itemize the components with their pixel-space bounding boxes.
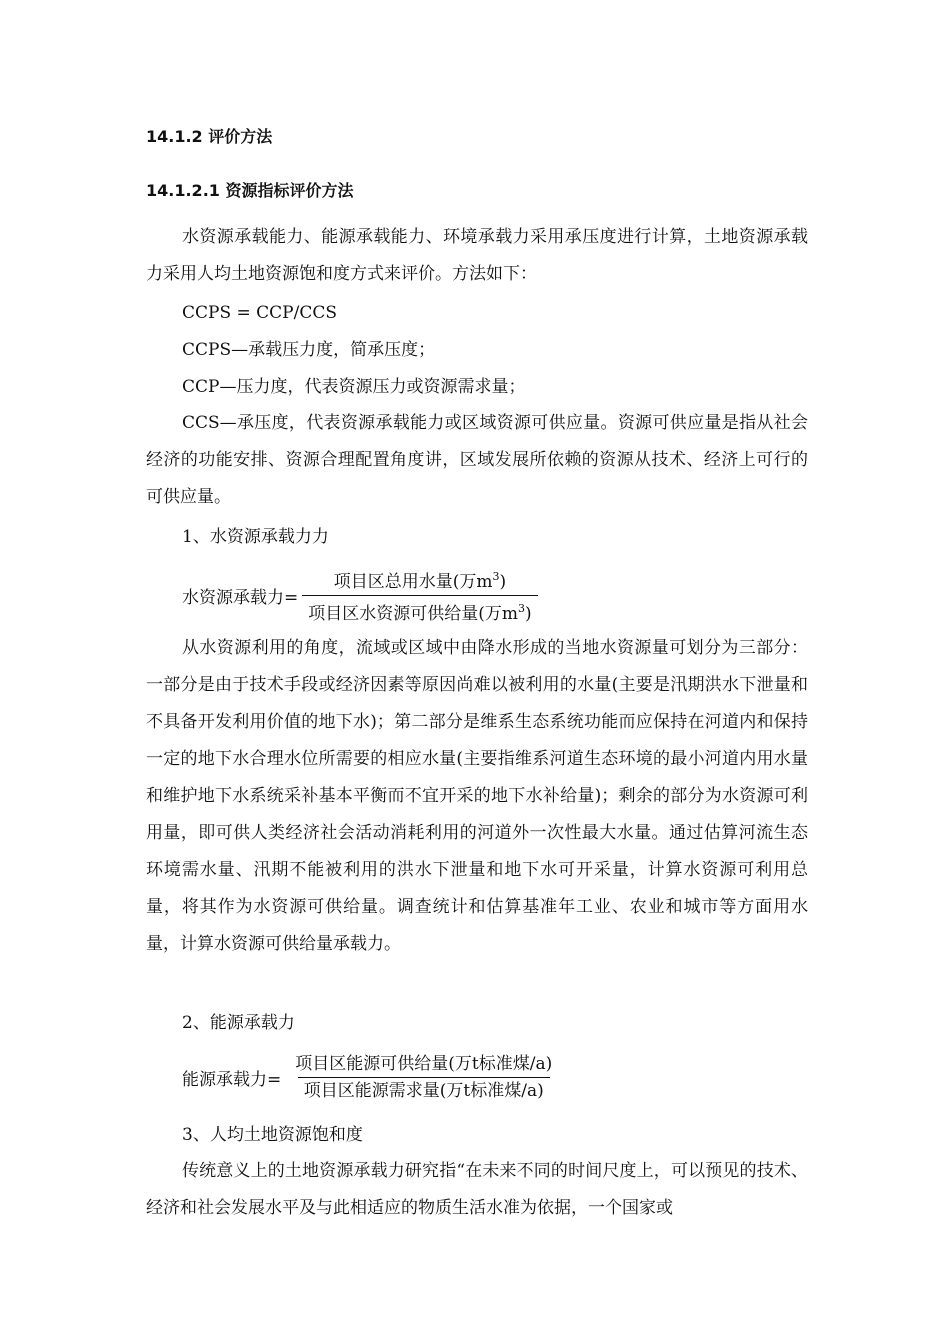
section-water-title: 1、水资源承载力力: [182, 527, 329, 547]
definition-ccps: CCPS—承载压力度，简承压度；: [182, 340, 436, 360]
water-paragraph: 从水资源利用的角度，流域或区域中由降水形成的当地水资源量可划分为三部分：一部分是由于技术手段或经济因素等原因尚难以被利用的水量(主要是汛期洪水下泄量和不具备开发利用价值的地下水)；第二部分是维系生态系统功能而应保持在河道内和保持一定的地下水合理水位所需要的相应水量(主要指维系河道生态环境的最小河道内用水量和维护地下水系统采补基本平衡而不宜开采的地下水补给量)；剩余的部分为水资源可利用量，即可供人类经济社会活动消耗利用的河道外一次性最大水量。通过估算河流生态环境需水量、汛期不能被利用的洪水下泄量和地下水可开采量，计算水资源可利用总量，将其作为水资源可供给量。调查统计和估算基准年工业、农业和城市等方面用水量，计算水资源可供给量承载力。: [146, 638, 808, 954]
definition-ccp: CCP—压力度，代表资源压力或资源需求量；: [182, 377, 526, 397]
definition-ccs: CCS—承压度，代表资源承载能力或区域资源可供应量。资源可供应量是指从社会经济的功能安排、资源合理配置角度讲，区域发展所依赖的资源从技术、经济上可行的可供应量。: [146, 413, 808, 507]
energy-capacity-formula: [182, 1053, 562, 1102]
subsection-heading: 14.1.2.1 资源指标评价方法: [146, 181, 354, 200]
fraction-denominator: 项目区能源需求量(万t标准煤/a): [298, 1077, 550, 1102]
land-paragraph: 传统意义上的土地资源承载力研究指“在未来不同的时间尺度上，可以预见的技术、经济和社会发展水平及与此相适应的物质生活水准为依据，一个国家或: [146, 1161, 808, 1218]
fraction-numerator: 项目区总用水量(万$m^3$): [333, 570, 507, 592]
fraction-denominator: 项目区水资源可供给量(万$m^3$): [302, 595, 537, 625]
formula-label: 能源承载力=: [182, 1070, 282, 1090]
section-energy-title: 2、能源承载力: [182, 1013, 295, 1033]
formula-label: 水资源承载力=: [182, 588, 299, 608]
fraction: [285, 1053, 562, 1102]
water-capacity-formula: [182, 566, 538, 625]
main-formula: CCPS = CCP/CCS: [182, 303, 337, 323]
section-land-title: 3、人均土地资源饱和度: [182, 1125, 363, 1145]
intro-paragraph: 水资源承载能力、能源承载能力、环境承载力采用承压度进行计算，土地资源承载力采用人均土地资源饱和度方式来评价。方法如下：: [146, 227, 808, 284]
fraction: [302, 566, 537, 625]
fraction-numerator: 项目区能源可供给量(万t标准煤/a): [295, 1054, 553, 1074]
section-heading: 14.1.2 评价方法: [146, 127, 273, 146]
